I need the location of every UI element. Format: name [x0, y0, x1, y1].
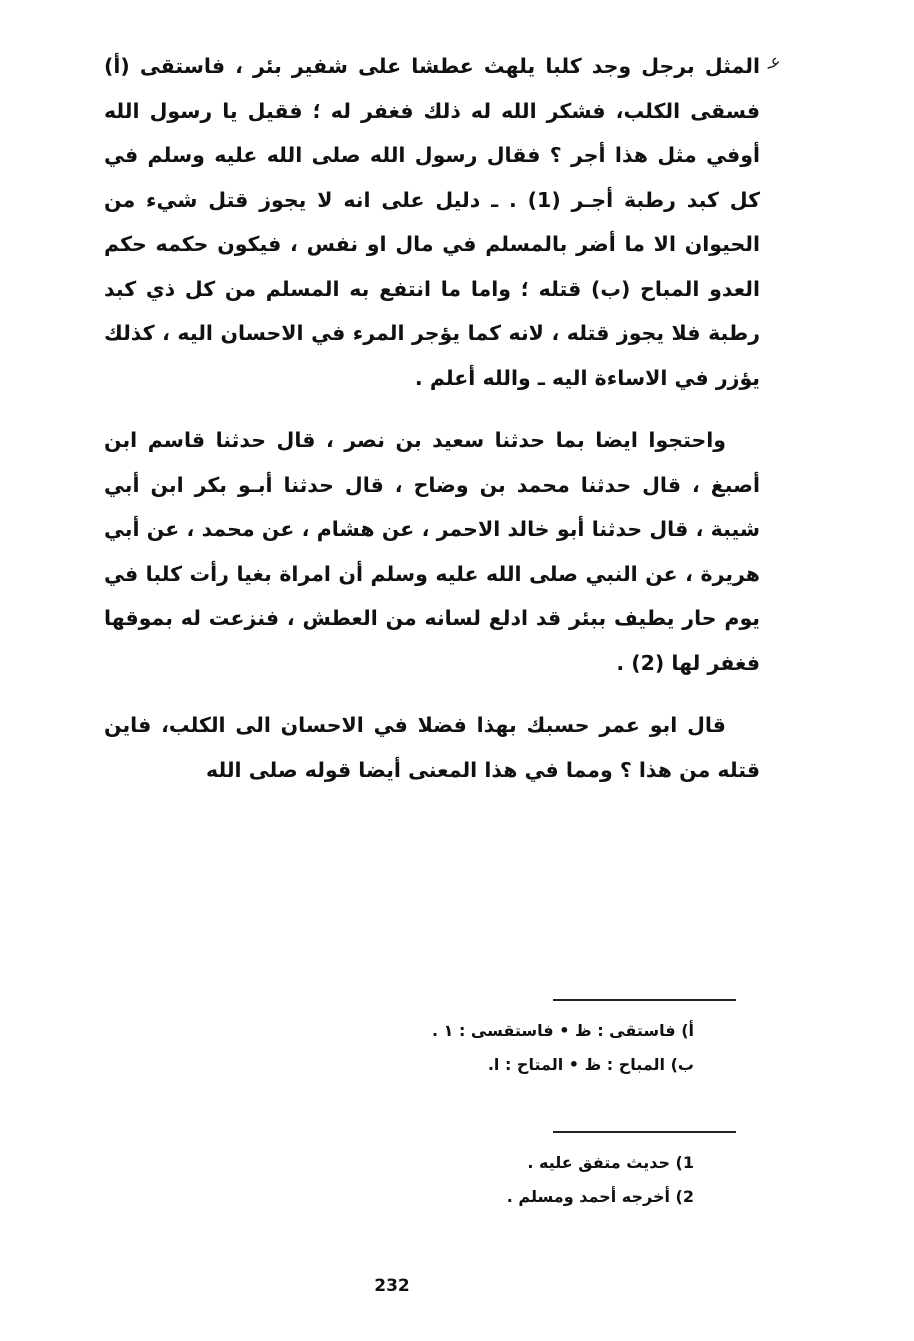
margin-note: عـ [763, 50, 783, 73]
paragraph: واحتجوا ايضا بما حدثنا سعيد بن نصر ، قال حدثنا قاسم ابن أصبغ ، قال حدثنا محمد بن وضاح ، قال حدثنا أبـو بكر ابن أبي شيبة ، قال حدثنا أبو خالد الاحمر ، عن هشام ، عن محمد ، عن أبي هريرة ، عن النبي صلى الله عليه وسلم أن امراة بغيا رأت كلبا في يوم حار يطيف ببئر قد ادلع لسانه من العطش ، فنزعت له بموقها فغفر لها (2) . [104, 428, 760, 675]
footnote-divider [553, 1131, 736, 1133]
main-text [104, 44, 760, 792]
source-notes [394, 1146, 694, 1214]
source-note: 2) أخرجه أحمد ومسلم . [506, 1187, 694, 1206]
paragraph: المثل برجل وجد كلبا يلهث عطشا على شفير بئر ، فاستقى (أ) فسقى الكلب، فشكر الله له ذلك فغفر له ؛ فقيل يا رسول الله أوفي مثل هذا أجر ؟ فقال رسول الله صلى الله عليه وسلم في كل كبد رطبة أجـر (1) . ـ دليل على انه لا يجوز قتل شيء من الحيوان الا ما أضر بالمسلم في مال او نفس ، فيكون حكمه حكم العدو المباح (ب) قتله ؛ واما ما انتفع به المسلم من كل ذي كبد رطبة فلا يجوز قتله ، لانه كما يؤجر المرء في الاحسان اليه ، كذلك يؤزر في الاساءة اليه ـ والله أعلم . [104, 54, 760, 390]
variant-note: ب) المباح : ظ • المتاح : ا. [487, 1055, 694, 1074]
source-note: 1) حديث متفق عليه . [527, 1153, 694, 1172]
paragraph: قال ابو عمر حسبك بهذا فضلا في الاحسان الى الكلب، فاين قتله من هذا ؟ ومما في هذا المعنى أيضا قوله صلى الله [104, 713, 760, 782]
variant-note: أ) فاستقى : ظ • فاستقسى : ١ . [431, 1021, 694, 1040]
page-number: 232 [374, 1276, 410, 1296]
variant-notes [394, 1014, 694, 1082]
footnote-divider [553, 999, 736, 1001]
